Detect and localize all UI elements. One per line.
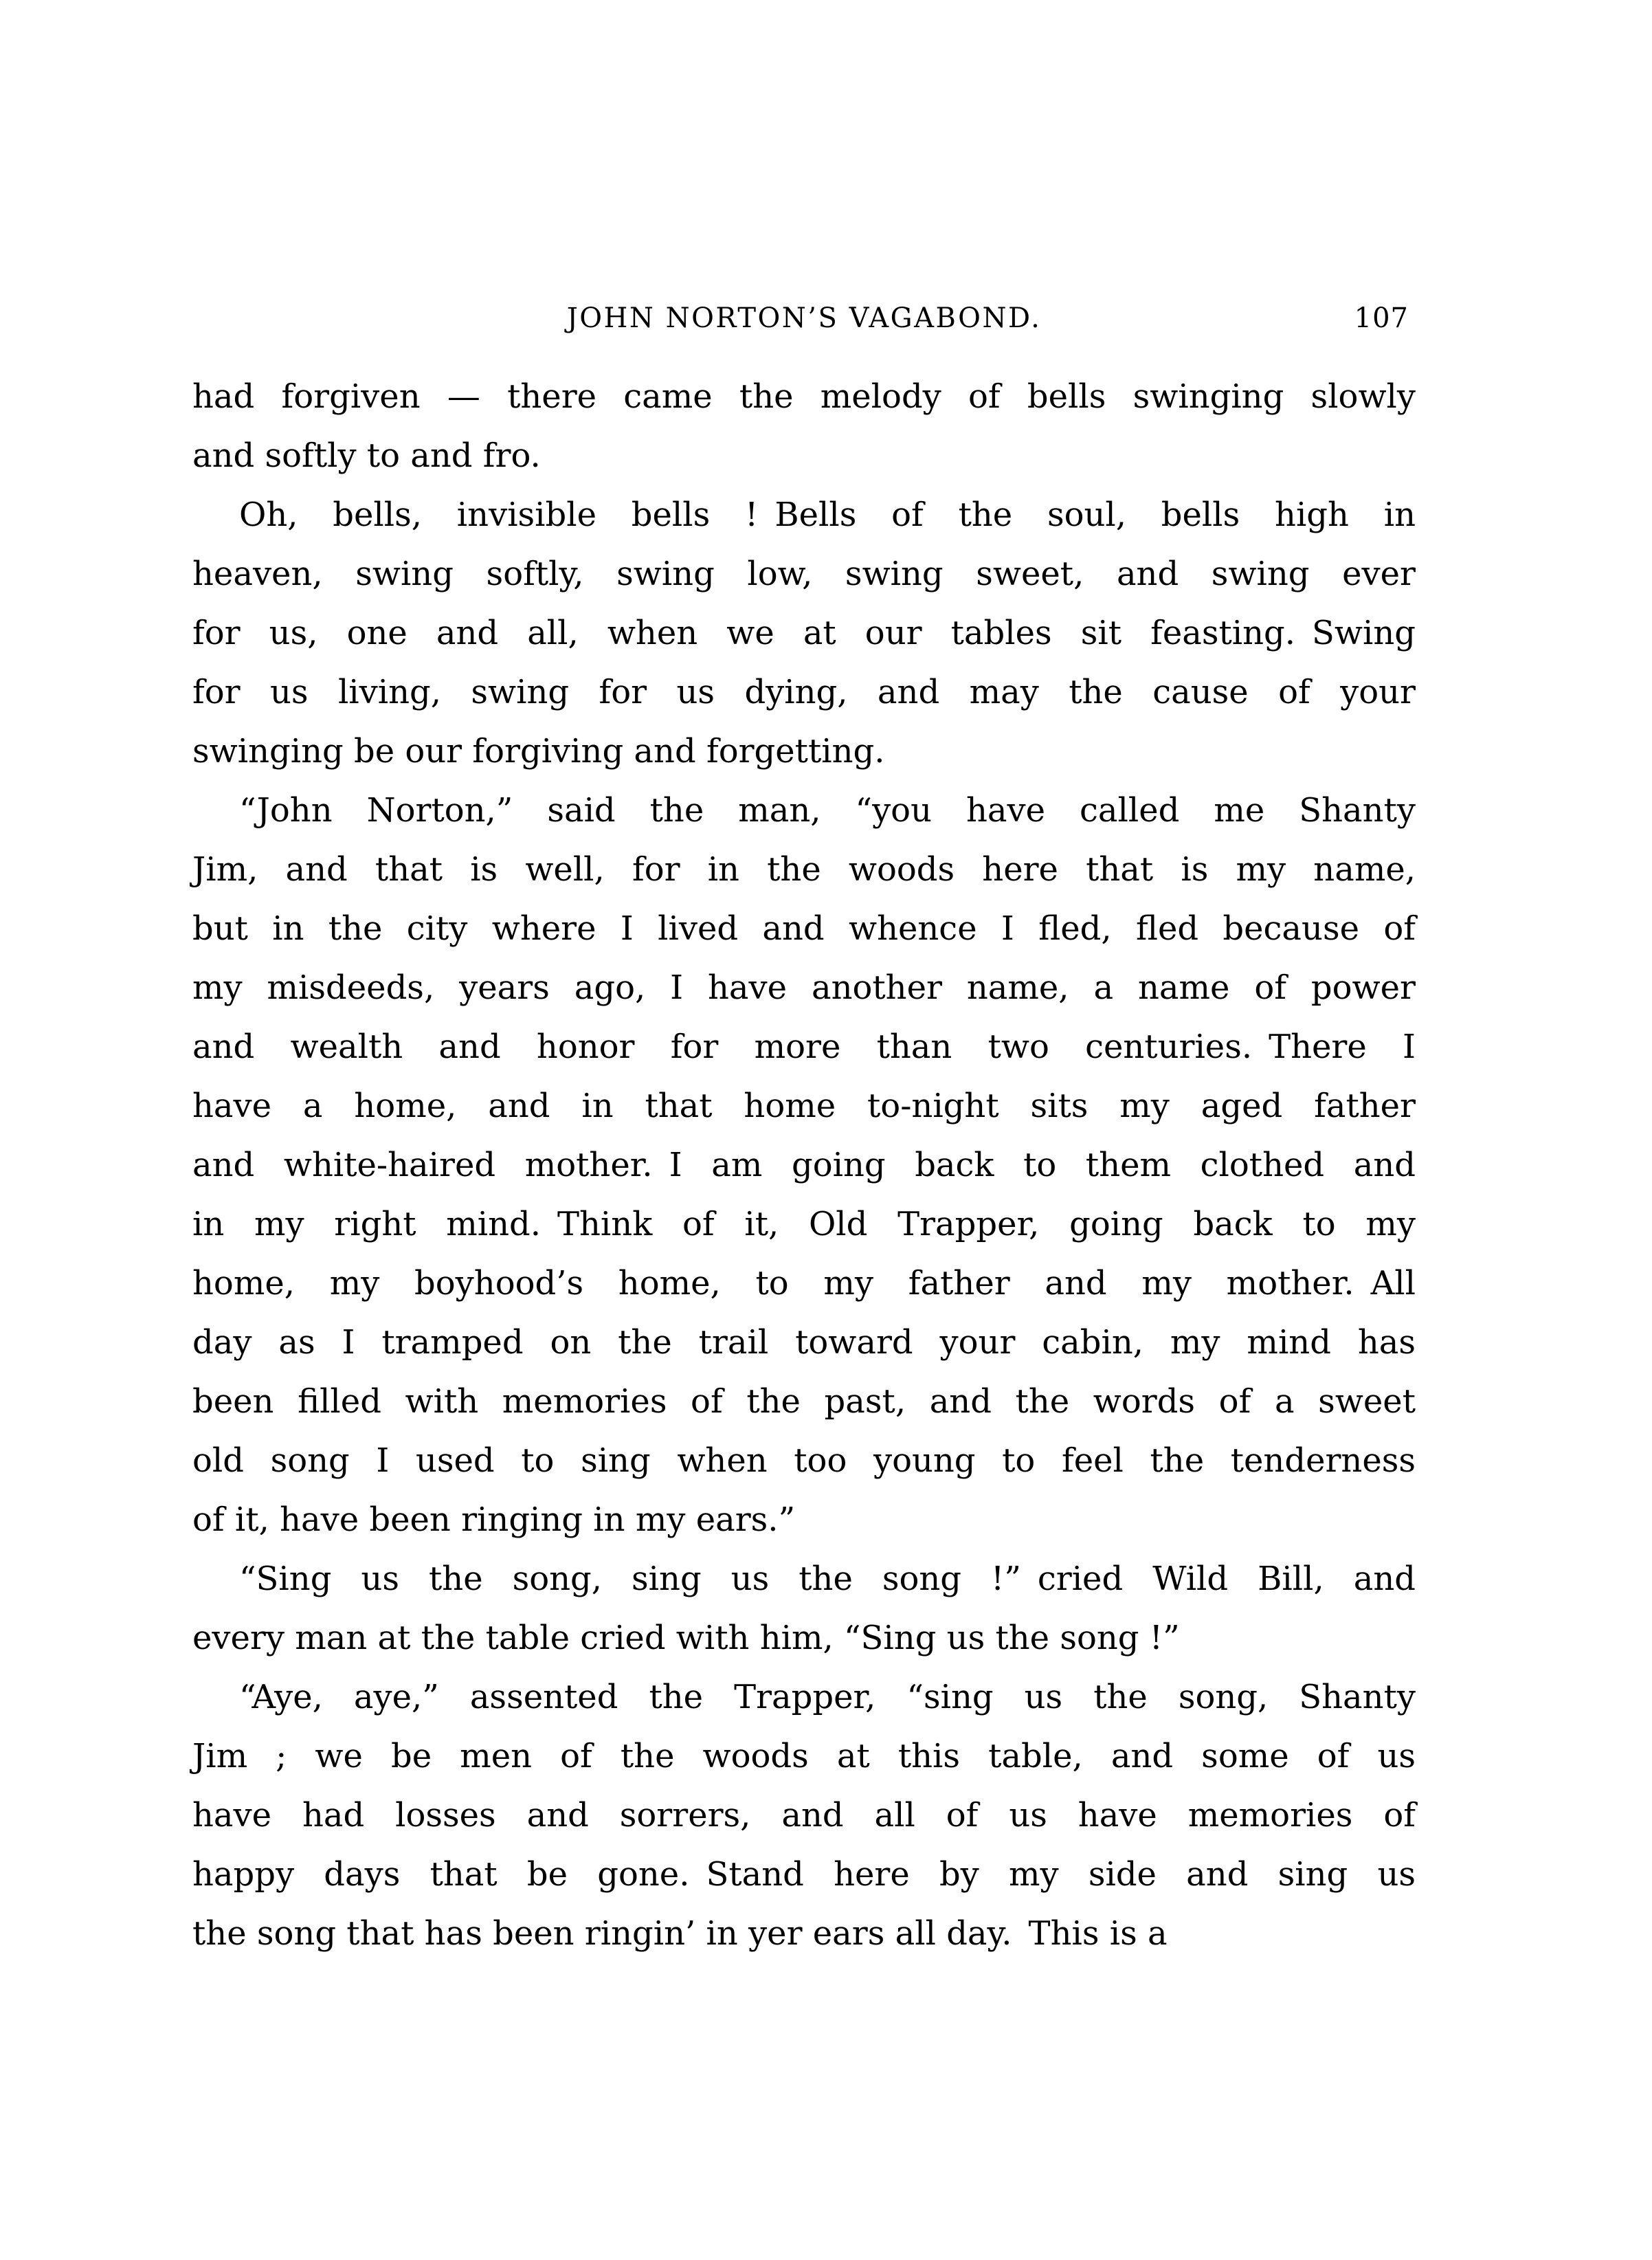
- text-line: “Aye, aye,” assented the Trapper, “sing us the song, Shanty: [239, 1678, 1416, 1716]
- text-line: my misdeeds, years ago, I have another name, a name of power: [192, 968, 1416, 1007]
- page-body: [192, 367, 1416, 1963]
- text-line: have had losses and sorrers, and all of us have memories of: [192, 1796, 1416, 1835]
- text-line: Jim ; we be men of the woods at this table, and some of us: [192, 1737, 1416, 1775]
- text-line: Jim, and that is well, for in the woods here that is my name,: [192, 850, 1416, 889]
- text-line: have a home, and in that home to-night sits my aged father: [192, 1087, 1416, 1125]
- text-line: “John Norton,” said the man, “you have called me Shanty: [239, 791, 1416, 830]
- paragraph: [192, 781, 1416, 1549]
- text-line: for us, one and all, when we at our tables sit feasting. Swing: [192, 614, 1416, 652]
- text-line: heaven, swing softly, swing low, swing sweet, and swing ever: [192, 555, 1416, 593]
- paragraph: [192, 1668, 1416, 1963]
- page-header: [192, 301, 1416, 340]
- text-line: every man at the table cried with him, “Sing us the song !”: [192, 1619, 1180, 1657]
- text-line: “Sing us the song, sing us the song !” cried Wild Bill, and: [239, 1560, 1416, 1598]
- running-title: JOHN NORTON’S VAGABOND.: [566, 302, 1042, 334]
- text-line: happy days that be gone. Stand here by my side and sing us: [192, 1855, 1416, 1894]
- text-line: in my right mind. Think of it, Old Trapper, going back to my: [192, 1205, 1416, 1243]
- text-line: and softly to and fro.: [192, 436, 541, 475]
- text-line: day as I tramped on the trail toward your cabin, my mind has: [192, 1323, 1416, 1362]
- paragraph: [192, 1549, 1416, 1668]
- text-line: Oh, bells, invisible bells ! Bells of the soul, bells high in: [239, 496, 1416, 534]
- paragraph: [192, 485, 1416, 781]
- text-line: but in the city where I lived and whence I fled, fled because of: [192, 909, 1416, 948]
- text-line: for us living, swing for us dying, and may the cause of your: [192, 673, 1416, 711]
- text-line: had forgiven — there came the melody of bells swinging slowly: [192, 377, 1416, 416]
- text-line: and white-haired mother. I am going back to them clothed and: [192, 1146, 1416, 1184]
- text-line: and wealth and honor for more than two centuries. There I: [192, 1028, 1416, 1066]
- text-line: swinging be our forgiving and forgetting.: [192, 732, 885, 771]
- text-line: been filled with memories of the past, and the words of a sweet: [192, 1382, 1416, 1421]
- text-line: the song that has been ringin’ in yer ears all day. This is a: [192, 1914, 1168, 1953]
- text-line: of it, have been ringing in my ears.”: [192, 1500, 796, 1539]
- paragraph: [192, 367, 1416, 485]
- page-number: 107: [1354, 302, 1409, 334]
- text-line: old song I used to sing when too young to feel the tenderness: [192, 1441, 1416, 1480]
- text-line: home, my boyhood’s home, to my father and my mother. All: [192, 1264, 1416, 1303]
